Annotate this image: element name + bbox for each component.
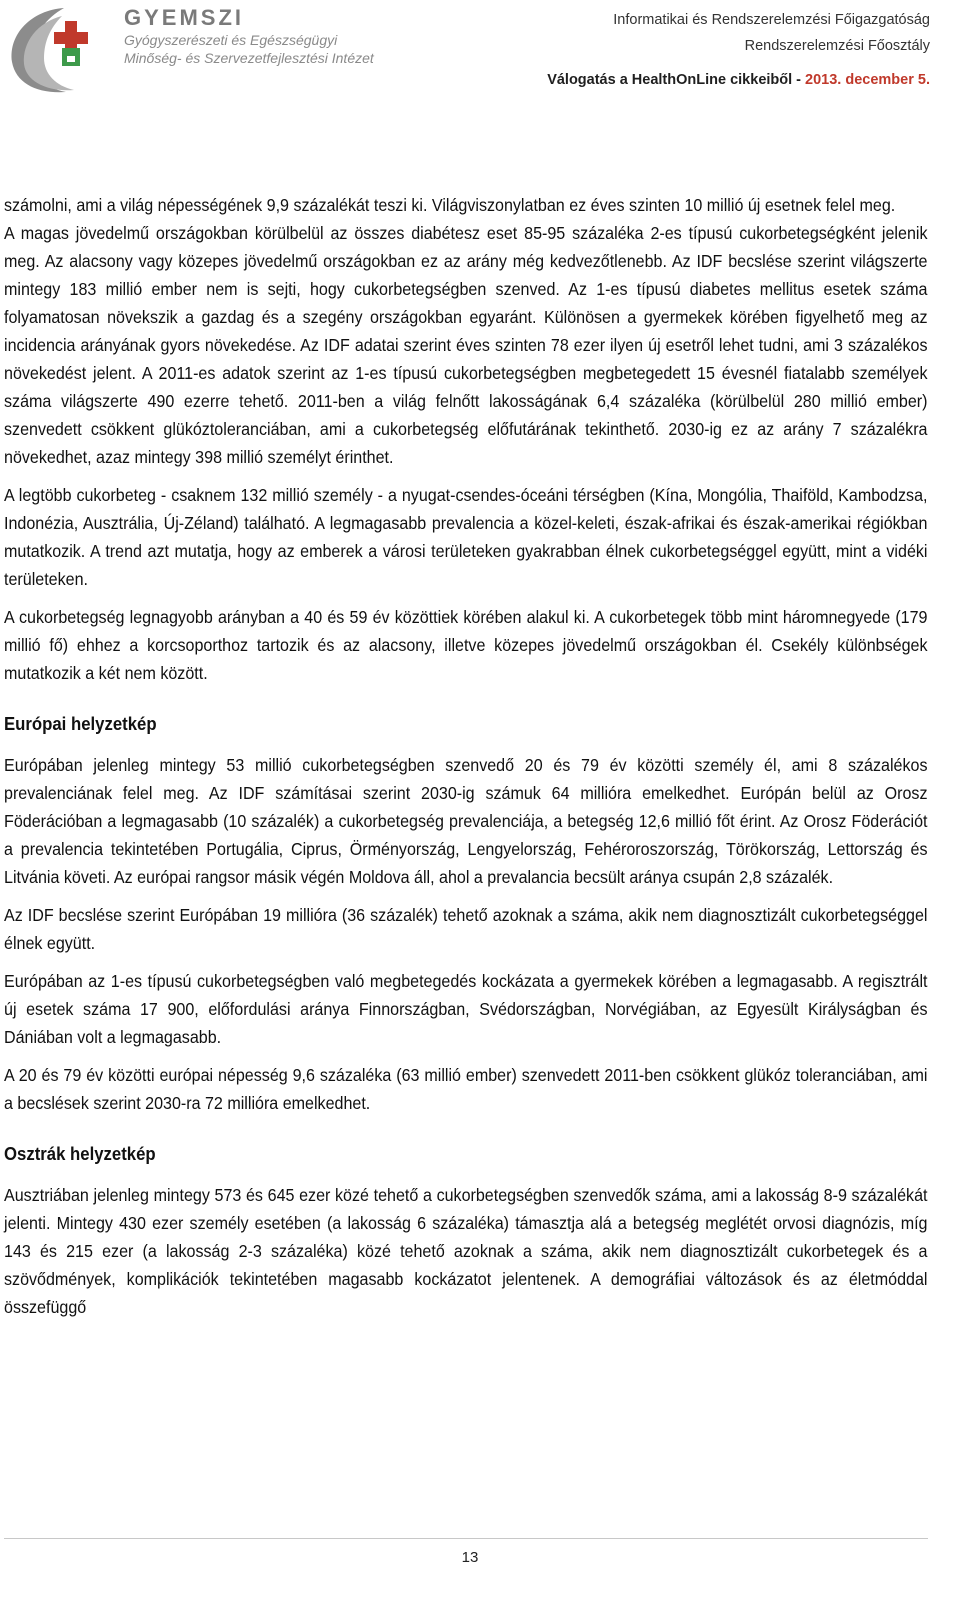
selection-heading	[547, 72, 930, 88]
logo-subtitle-line1: Gyógyszerészeti és Egészségügyi	[124, 32, 338, 48]
logo-title: GYEMSZI	[124, 5, 245, 30]
paragraph: A 20 és 79 év közötti európai népesség 9,6 százaléka (63 millió ember) szenvedett 2011-ben csökkent glükóz toleranciában, ami a becslések szerint 2030-ra 72 millióra emelkedhet.	[4, 1065, 928, 1113]
department-name: Informatikai és Rendszerelemzési Főigazgatóság	[613, 12, 930, 28]
page-header	[0, 0, 960, 110]
logo-subtitle-line2: Minőség- és Szervezetfejlesztési Intézet	[124, 50, 374, 66]
paragraph: Európában jelenleg mintegy 53 millió cukorbetegségben szenvedő 20 és 79 év közötti személy él, ami 8 százalékos prevalenciának felel meg. Az IDF számításai szerint 2030-ig számuk 64 millióra emelkedhet. Európán belül az Orosz Föderációban a legmagasabb (10 százalék) a cukorbetegség prevalenciája, a betegség 12,6 millió főt érint. Az Orosz Föderációt a prevalencia tekintetében Portugália, Ciprus, Örményország, Lengyelország, Fehéroroszország, Törökország, Lettország és Litvánia követi. Az európai rangsor másik végén Moldova áll, ahol a prevalancia becsült aránya csupán 2,8 százalék.	[4, 755, 928, 887]
section-heading-europe: Európai helyzetkép	[4, 714, 157, 734]
paragraph: Ausztriában jelenleg mintegy 573 és 645 ezer közé tehető a cukorbetegségben szenvedők száma, ami a lakosság 8-9 százalékát jelenti. Mintegy 430 ezer személy esetében (a lakosság 6 százaléka) támasztja alá a betegség meglétét orvosi diagnózis, míg 143 és 215 ezer (a lakosság 2-3 százaléka) közé tehető azoknak a száma, akik nem diagnosztizált cukorbetegek és a szövődmények, komplikációk tekintetében magasabb kockázatot jelentenek. A demográfiai változások és az életmóddal összefüggő	[4, 1185, 928, 1317]
paragraph: Az IDF becslése szerint Európában 19 millióra (36 százalék) tehető azoknak a száma, akik nem diagnosztizált cukorbetegséggel élnek együtt.	[4, 905, 928, 953]
paragraph: Európában az 1-es típusú cukorbetegségben való megbetegedés kockázata a gyermekek körében a legmagasabb. A regisztrált új esetek száma 17 900, előfordulási aránya Finnországban, Svédországban, Norvégiában, az Egyesült Királyságban és Dániában volt a legmagasabb.	[4, 971, 928, 1047]
article-body	[4, 191, 927, 1331]
page-number: 13	[461, 1549, 479, 1566]
paragraph: A cukorbetegség legnagyobb arányban a 40 és 59 év közöttiek körében alakul ki. A cukorbetegek több mint háromnegyede (179 millió fő) ehhez a korcsoporthoz tartozik és az alacsony, illetve közepes jövedelmű országokban él. Csekély különbségek mutatkozik a két nem között.	[4, 607, 928, 683]
footer-divider	[4, 1538, 928, 1539]
paragraph: A legtöbb cukorbeteg - csaknem 132 millió személy - a nyugat-csendes-óceáni térségben (Kína, Mongólia, Thaiföld, Kambodzsa, Indonézia, Ausztrália, Új-Zéland) található. A legmagasabb prevalencia a közel-keleti, észak-afrikai és észak-amerikai régiókban mutatkozik. A trend azt mutatja, hogy az emberek a városi területeken gyakrabban élnek cukorbetegséggel együtt, mint a vidéki területeken.	[4, 485, 928, 589]
division-name: Rendszerelemzési Főosztály	[744, 38, 930, 54]
selection-label: Válogatás a HealthOnLine cikkeiből -	[547, 72, 806, 88]
paragraph: A magas jövedelmű országokban körülbelül az összes diabétesz eset 85-95 százaléka 2-es típusú cukorbetegségként jelenik meg. Az alacsony vagy közepes jövedelmű országokban ez az arány még kedvezőtlenebb. Az IDF becslése szerint világszerte mintegy 183 millió ember nem is sejti, hogy cukorbetegségben szenved. Az 1-es típusú diabetes mellitus esetek száma folyamatosan növekszik a gazdag és a szegény országokban egyaránt. Különösen a gyermekek körében figyelhető meg az incidencia arányának gyors növekedése. Az IDF adatai szerint éves szinten 78 ezer ilyen új esetről lehet tudni, ami 3 százalékos növekedést jelent. A 2011-es adatok szerint az 1-es típusú cukorbetegségben megbetegedett 15 évesnél fiatalabb személyek száma világszerte 490 ezerre tehető. 2011-ben a világ felnőtt lakosságának 6,4 százaléka (körülbelül 280 millió ember) szenvedett csökkent glükóztoleranciában, ami a cukorbetegség előfutárának tekinthető. 2030-ig ez az arány 7 százalékra növekedhet, azaz mintegy 398 millió személyt érinthet.	[4, 223, 928, 467]
paragraph: számolni, ami a világ népességének 9,9 százalékát teszi ki. Világviszonylatban ez éves szinten 10 millió új esetnek felel meg.	[4, 195, 896, 215]
selection-date: 2013. december 5.	[805, 72, 930, 88]
section-heading-austria: Osztrák helyzetkép	[4, 1144, 156, 1164]
gyemszi-logo-icon	[4, 4, 130, 96]
